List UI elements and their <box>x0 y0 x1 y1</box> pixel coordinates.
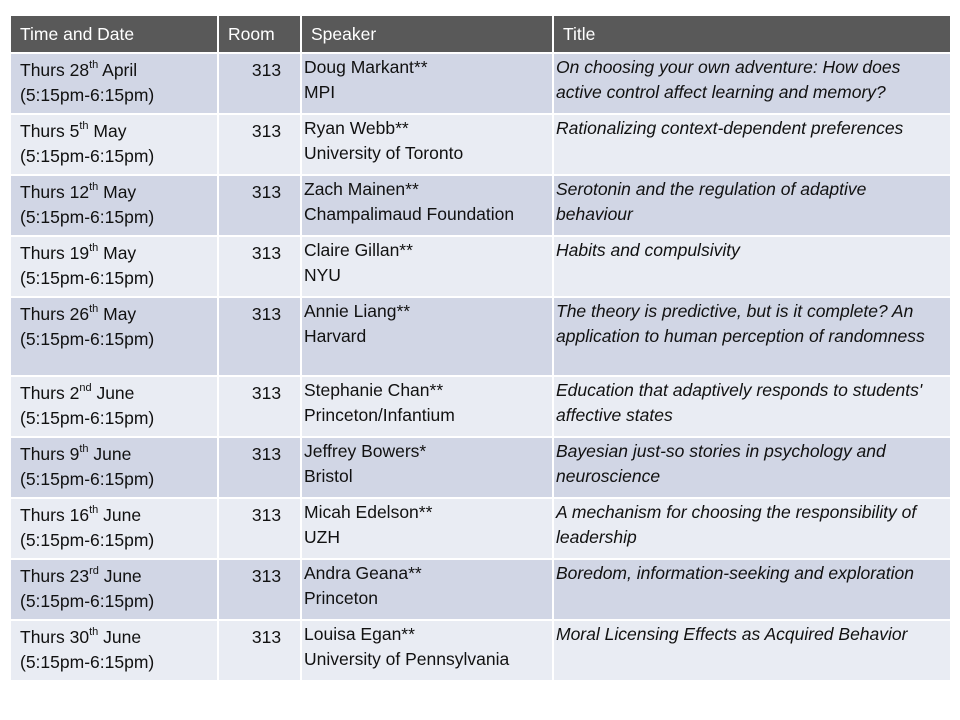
day: Thurs 26 <box>20 304 90 324</box>
date-line <box>20 503 213 528</box>
date-cell <box>11 175 218 236</box>
table-row <box>11 114 950 175</box>
time-range: (5:15pm-6:15pm) <box>20 591 155 611</box>
day-suffix: th <box>89 303 99 316</box>
date-line <box>20 241 213 266</box>
day-suffix: th <box>89 181 99 194</box>
speaker-name: Ryan Webb** <box>304 118 409 138</box>
speaker-affiliation: UZH <box>304 527 340 547</box>
speaker-cell <box>301 114 553 175</box>
month: May <box>103 243 137 263</box>
header-time-and-date: Time and Date <box>11 16 218 53</box>
date-cell <box>11 114 218 175</box>
talk-title: The theory is predictive, but is it complete? An application to human perception of randomness <box>553 297 950 376</box>
speaker-affiliation: University of Pennsylvania <box>304 649 510 669</box>
talk-title: Habits and compulsivity <box>553 236 950 297</box>
speaker-name: Doug Markant** <box>304 57 428 77</box>
speaker-affiliation: Champalimaud Foundation <box>304 204 515 224</box>
time-range: (5:15pm-6:15pm) <box>20 652 155 672</box>
month: June <box>96 383 135 403</box>
header-speaker: Speaker <box>301 16 553 53</box>
time-range: (5:15pm-6:15pm) <box>20 408 155 428</box>
date-line <box>20 381 213 406</box>
month: May <box>93 121 127 141</box>
date-cell <box>11 376 218 437</box>
date-cell <box>11 620 218 681</box>
time-range: (5:15pm-6:15pm) <box>20 268 155 288</box>
table-row <box>11 53 950 114</box>
room-cell: 313 <box>218 297 301 376</box>
table-row <box>11 236 950 297</box>
day-suffix: th <box>89 242 99 255</box>
day-suffix: th <box>89 504 99 517</box>
date-line <box>20 180 213 205</box>
day: Thurs 19 <box>20 243 90 263</box>
speaker-cell <box>301 559 553 620</box>
speaker-cell <box>301 498 553 559</box>
header-row <box>11 16 950 53</box>
schedule-body <box>11 53 950 681</box>
month: June <box>103 505 142 525</box>
time-range: (5:15pm-6:15pm) <box>20 469 155 489</box>
day-suffix: th <box>79 443 89 456</box>
speaker-name: Claire Gillan** <box>304 240 413 260</box>
month: May <box>103 182 137 202</box>
date-line <box>20 625 213 650</box>
room-cell: 313 <box>218 53 301 114</box>
header-title: Title <box>553 16 950 53</box>
month: June <box>103 627 142 647</box>
speaker-cell <box>301 437 553 498</box>
speaker-name: Annie Liang** <box>304 301 411 321</box>
day-suffix: th <box>89 626 99 639</box>
speaker-name: Zach Mainen** <box>304 179 419 199</box>
day: Thurs 2 <box>20 383 80 403</box>
room-cell: 313 <box>218 498 301 559</box>
day: Thurs 9 <box>20 444 80 464</box>
date-line <box>20 58 213 83</box>
date-cell <box>11 437 218 498</box>
speaker-affiliation: Harvard <box>304 326 367 346</box>
time-range: (5:15pm-6:15pm) <box>20 146 155 166</box>
room-cell: 313 <box>218 114 301 175</box>
time-range: (5:15pm-6:15pm) <box>20 530 155 550</box>
day: Thurs 30 <box>20 627 90 647</box>
time-range: (5:15pm-6:15pm) <box>20 329 155 349</box>
date-line <box>20 564 213 589</box>
date-line <box>20 442 213 467</box>
time-range: (5:15pm-6:15pm) <box>20 85 155 105</box>
speaker-affiliation: Bristol <box>304 466 353 486</box>
talk-title: Serotonin and the regulation of adaptive behaviour <box>553 175 950 236</box>
speaker-name: Andra Geana** <box>304 563 422 583</box>
speaker-cell <box>301 53 553 114</box>
speaker-affiliation: University of Toronto <box>304 143 464 163</box>
speaker-cell <box>301 297 553 376</box>
room-cell: 313 <box>218 376 301 437</box>
speaker-affiliation: MPI <box>304 82 336 102</box>
date-cell <box>11 559 218 620</box>
talk-title: Education that adaptively responds to students' affective states <box>553 376 950 437</box>
date-cell <box>11 53 218 114</box>
speaker-name: Louisa Egan** <box>304 624 415 644</box>
talk-title: Boredom, information-seeking and exploration <box>553 559 950 620</box>
speaker-affiliation: Princeton <box>304 588 378 608</box>
day: Thurs 16 <box>20 505 90 525</box>
time-range: (5:15pm-6:15pm) <box>20 207 155 227</box>
day-suffix: th <box>79 120 89 133</box>
table-row <box>11 175 950 236</box>
month: May <box>103 304 137 324</box>
speaker-cell <box>301 175 553 236</box>
room-cell: 313 <box>218 437 301 498</box>
day-suffix: th <box>89 59 99 72</box>
room-cell: 313 <box>218 175 301 236</box>
table-row <box>11 620 950 681</box>
table-row <box>11 498 950 559</box>
table-row <box>11 297 950 376</box>
month: June <box>93 444 132 464</box>
speaker-cell <box>301 236 553 297</box>
month: April <box>102 60 138 80</box>
date-line <box>20 302 213 327</box>
room-cell: 313 <box>218 236 301 297</box>
table-row <box>11 437 950 498</box>
talk-title: On choosing your own adventure: How does active control affect learning and memory? <box>553 53 950 114</box>
speaker-cell <box>301 376 553 437</box>
day: Thurs 12 <box>20 182 90 202</box>
talk-title: Moral Licensing Effects as Acquired Behavior <box>553 620 950 681</box>
date-line <box>20 119 213 144</box>
table-row <box>11 376 950 437</box>
talk-title: A mechanism for choosing the responsibility of leadership <box>553 498 950 559</box>
table-row <box>11 559 950 620</box>
speaker-affiliation: Princeton/Infantium <box>304 405 455 425</box>
speaker-name: Micah Edelson** <box>304 502 433 522</box>
month: June <box>103 566 142 586</box>
room-cell: 313 <box>218 559 301 620</box>
seminar-schedule-table <box>11 16 950 682</box>
day: Thurs 23 <box>20 566 90 586</box>
talk-title: Rationalizing context-dependent preferences <box>553 114 950 175</box>
speaker-affiliation: NYU <box>304 265 341 285</box>
talk-title: Bayesian just-so stories in psychology and neuroscience <box>553 437 950 498</box>
date-cell <box>11 236 218 297</box>
header-room: Room <box>218 16 301 53</box>
day: Thurs 5 <box>20 121 80 141</box>
day-suffix: nd <box>79 382 92 395</box>
date-cell <box>11 297 218 376</box>
day: Thurs 28 <box>20 60 90 80</box>
date-cell <box>11 498 218 559</box>
room-cell: 313 <box>218 620 301 681</box>
day-suffix: rd <box>89 565 99 578</box>
speaker-name: Jeffrey Bowers* <box>304 441 427 461</box>
speaker-cell <box>301 620 553 681</box>
speaker-name: Stephanie Chan** <box>304 380 444 400</box>
